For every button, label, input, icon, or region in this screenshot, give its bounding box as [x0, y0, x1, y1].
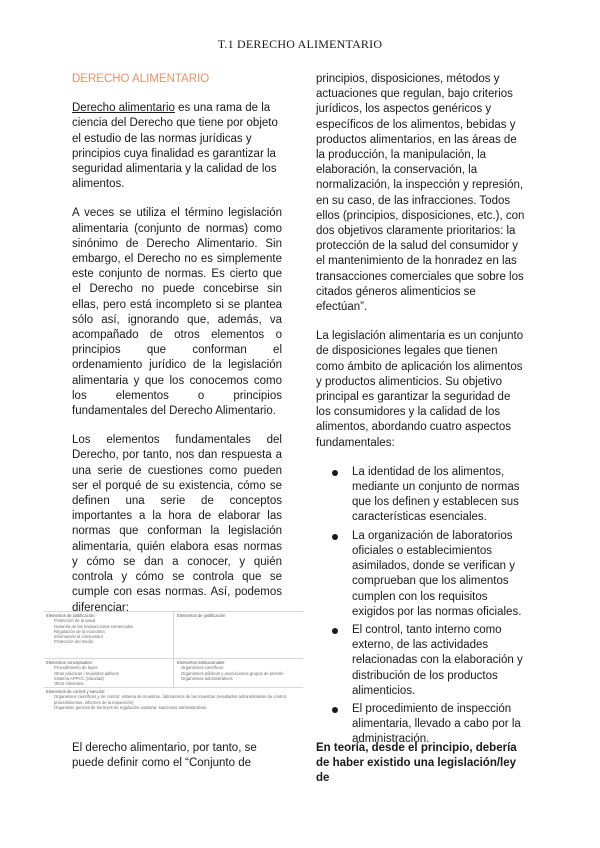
- figure-item: Organismos científicos y de control: sistema de muestreo, laboratorios de las muestras (resultados administrativos de control, procedimientos, informes de la inspección): [54, 694, 287, 705]
- paragraph-definition: [72, 101, 282, 192]
- figure-item: Otras prácticas / requisitos aditivos: [54, 670, 119, 676]
- figure-item: Organismos públicos y asociaciones grupos de presión: [181, 670, 284, 676]
- bullet-icon: [332, 628, 338, 634]
- figure-item: Regulación de la economía: [54, 628, 105, 634]
- figure-item: Protección del medio: [54, 639, 94, 645]
- figure-item: Organismos científicos: [181, 665, 224, 671]
- list-item: [338, 465, 528, 526]
- list-item-text: El procedimiento de inspección alimentaria, llevado a cabo por la administración.: [352, 702, 521, 746]
- paragraph-principios: principios, disposiciones, métodos y actuaciones que regulan, bajo criterios jurídicos, los aspectos genéricos y específicos de los alimentos, bebidas y productos alimentarios, en las áreas de la producción, la manipulación, la elaboración, la conservación, la normalización, la inspección y represión, en su caso, de las infracciones. Todos ellos (principios, disposiciones, etc.), con dos objetivos claramente prioritarios: la protección de la salud del consumidor y el mantenimiento de la honradez en las transacciones comerciales que sobre los citados géneros alimenticios se efectúan”.: [316, 73, 525, 314]
- aspects-list: [316, 465, 528, 748]
- page-title: T.1 DERECHO ALIMENTARIO: [217, 37, 383, 51]
- bullet-icon: [332, 707, 338, 713]
- paragraph-elementos: Los elementos fundamentales del Derecho, por tanto, nos dan respuesta a una serie de cuestiones como pueden ser el porqué de su existencia, cómo se definen una serie de conceptos importantes a la hora de elaborar las normas que conforman la legislación alimentaria, quién elabora esas normas y cómo se dan a conocer, y quién controla y cómo se controla que se cumple con esas normas. Así, podemos diferenciar:: [72, 434, 282, 614]
- figure-cell-title: Elementos institucionales:: [177, 660, 226, 665]
- paragraph-legislacion: A veces se utiliza el término legislación alimentaria (conjunto de normas) como sinónimo de Derecho Alimentario. Sin embargo, el Derecho no es simplemente este conjunto de normas. Es cierto que el Derecho no puede concebirse sin ellas, pero está incompleto si se plantea sólo así, ignorando que, además, va acompañado de otros elementos o principios que conforman el ordenamiento jurídico de la legislación alimentaria y que los conocemos como los elementos o principios fundamentales del Derecho Alimentario.: [72, 207, 282, 418]
- list-item-text: La identidad de los alimentos, mediante un conjunto de normas que los definen y establecen sus características esenciales.: [352, 465, 520, 524]
- figure-item: Garantía de las transacciones comerciales: [54, 623, 134, 629]
- figure-item: Otros Alimentos: [54, 681, 84, 687]
- bullet-icon: [332, 470, 338, 476]
- figure-cell-conceptuales: [46, 660, 171, 686]
- figure-cell-title: Elementos conceptuales:: [46, 660, 93, 665]
- figure-divider: [44, 658, 303, 659]
- figure-divider: [44, 687, 303, 688]
- definition-text: es una rama de la ciencia del Derecho que tiene por objeto el estudio de las normas jurídicas y principios cuya finalidad es garantizar la seguridad alimentaria y la calidad de los alimentos.: [72, 102, 278, 191]
- list-item-text: La organización de laboratorios oficiales o establecimientos asimilados, donde se verifican y comprueban que los alimentos cumplen con los requisitos exigidos por las normas oficiales.: [352, 529, 522, 618]
- figure-item: Organismos administrativos: [181, 675, 233, 681]
- paragraph-teoria: En teoría, desde el principio, debería de haber existido una legislación/ley de: [316, 742, 517, 785]
- figure-item: Organismo general de las leyes de regulación sanitaria: sanciones administrativas: [54, 704, 207, 710]
- figure-item: Procedimiento de leyes: [54, 665, 98, 671]
- figure-divider: [173, 611, 174, 687]
- list-item: [338, 529, 528, 620]
- figure-cell-title: Elementos de control y sanción:: [46, 689, 106, 694]
- figure-item: Protección de la salud: [54, 618, 96, 624]
- figure-cell-title: Elementos de justificación: [177, 613, 226, 618]
- right-column: [316, 72, 528, 751]
- figure-cell-control: [46, 689, 301, 710]
- left-column: [72, 72, 282, 630]
- figure-item: Información al consumidor: [54, 634, 104, 640]
- figure-cell-justificacion: [46, 613, 171, 645]
- list-item-text: El control, tanto interno como externo, de las actividades relacionadas con la elaboración y distribución de los productos alimenticios.: [352, 623, 523, 697]
- term-derecho-alimentario: Derecho alimentario: [72, 102, 175, 115]
- section-title: DERECHO ALIMENTARIO: [72, 73, 210, 85]
- list-item: [338, 623, 528, 699]
- paragraph-definicion-final: El derecho alimentario, por tanto, se puede definir como el “Conjunto de: [72, 742, 257, 770]
- paragraph-legislacion-alimentaria: La legislación alimentaria es un conjunto de disposiciones legales que tienen como ámbito de aplicación los alimentos y productos alimenticios. Su objetivo principal es garantizar la seguridad de los consumidores y la calidad de los alimentos, abordando cuatro aspectos fundamentales:: [316, 330, 524, 449]
- elements-table-figure: [44, 611, 303, 714]
- figure-cell-title: Elementos de justificación:: [46, 613, 96, 618]
- figure-item: Sistema APPCC (Sanidad): [54, 675, 104, 681]
- figure-cell-justificacion-2: [177, 613, 301, 618]
- bullet-icon: [332, 534, 338, 540]
- figure-cell-institucionales: [177, 660, 301, 681]
